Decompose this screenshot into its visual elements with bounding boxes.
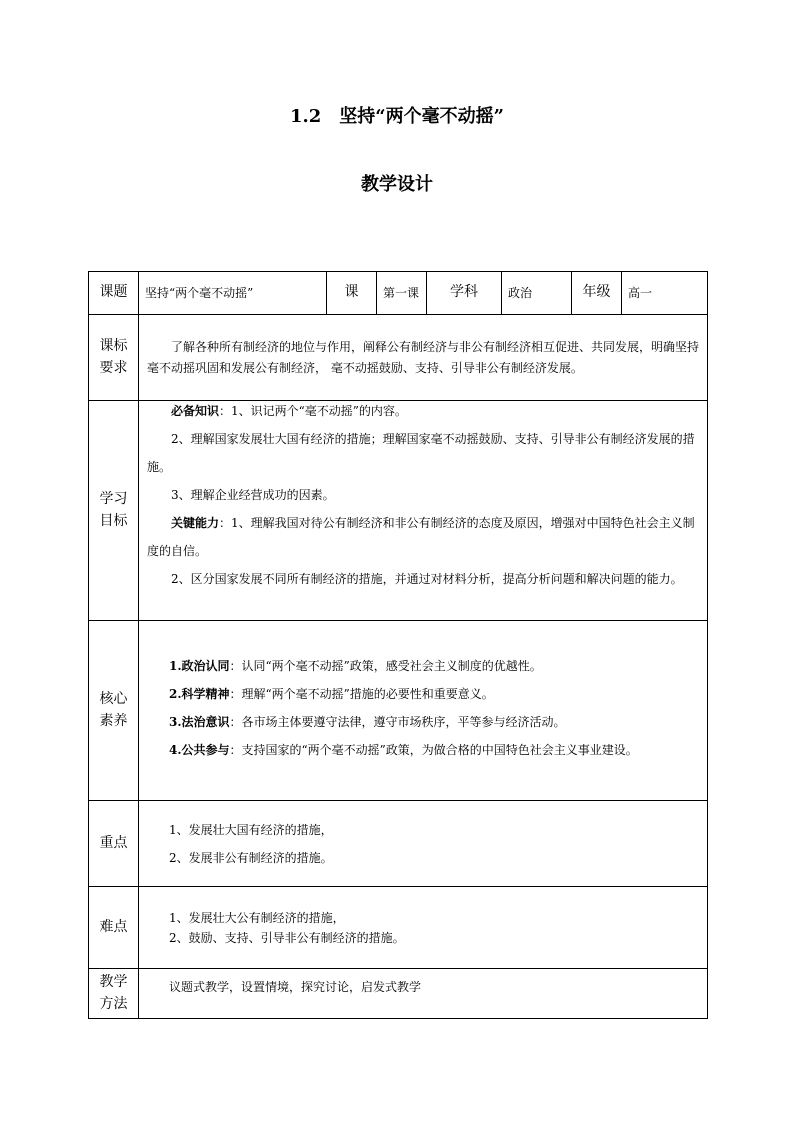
literacy-item-2: 2.科学精神：理解“两个毫不动摇”措施的必要性和重要意义。 xyxy=(169,686,494,701)
methods-row xyxy=(89,969,708,1019)
difficulties-content xyxy=(139,887,708,969)
subject-label: 学科 xyxy=(427,272,502,315)
literacy-row xyxy=(89,621,708,801)
grade-label: 年级 xyxy=(572,272,622,315)
topic-label: 课题 xyxy=(89,272,139,315)
key-point-2: 2、发展非公有制经济的措施。 xyxy=(169,850,333,865)
objective-5: 2、区分国家发展不同所有制经济的措施，并通过对材料分析，提高分析问题和解决问题的能力。 xyxy=(171,572,683,586)
difficulty-2: 2、鼓励、支持、引导非公有制经济的措施。 xyxy=(169,930,405,945)
topic-value: 坚持“两个毫不动摇” xyxy=(139,272,327,315)
literacy-label: 核心 素养 xyxy=(89,621,139,801)
document-title: 1.2 坚持“两个毫不动摇” xyxy=(289,106,505,127)
document-subtitle: 教学设计 xyxy=(361,174,433,195)
literacy-item-3: 3.法治意识：各市场主体要遵守法律，遵守市场秩序，平等参与经济活动。 xyxy=(169,714,566,729)
literacy-item-4: 4.公共参与：支持国家的“两个毫不动摇”政策，为做合格的中国特色社会主义事业建设。 xyxy=(169,742,638,757)
objective-2: 2、理解国家发展壮大国有经济的措施；理解国家毫不动摇鼓励、支持、引导非公有制经济发展的措施。 xyxy=(147,432,695,474)
key-points-content xyxy=(139,801,708,887)
grade-value: 高一 xyxy=(622,272,708,315)
difficulties-row xyxy=(89,887,708,969)
objectives-row xyxy=(89,401,708,621)
standards-label: 课标 要求 xyxy=(89,315,139,401)
lesson-design-table xyxy=(88,271,708,1019)
objectives-label: 学习 目标 xyxy=(89,401,139,621)
header-row xyxy=(89,272,708,315)
key-points-row xyxy=(89,801,708,887)
objective-1: 必备知识：1、识记两个“毫不动摇”的内容。 xyxy=(171,404,407,418)
key-points-label: 重点 xyxy=(89,801,139,887)
objective-4: 关键能力：1、理解我国对待公有制经济和非公有制经济的态度及原因，增强对中国特色社会主义制度的自信。 xyxy=(147,516,695,558)
standards-row xyxy=(89,315,708,401)
methods-label: 教学 方法 xyxy=(89,969,139,1019)
difficulties-label: 难点 xyxy=(89,887,139,969)
difficulty-1: 1、发展壮大公有制经济的措施， xyxy=(169,910,345,925)
lesson-value: 第一课 xyxy=(377,272,427,315)
methods-text: 议题式教学，设置情境，探究讨论，启发式教学 xyxy=(169,980,422,994)
standards-text: 了解各种所有制经济的地位与作用，阐释公有制经济与非公有制经济相互促进、共同发展，明确坚持毫不动摇巩固和发展公有制经济， 毫不动摇鼓励、支持、引导非公有制经济发展。 xyxy=(139,315,708,401)
literacy-item-1: 1.政治认同：认同“两个毫不动摇”政策，感受社会主义制度的优越性。 xyxy=(169,658,542,673)
objective-3: 3、理解企业经营成功的因素。 xyxy=(171,488,335,502)
objectives-content xyxy=(139,401,708,621)
literacy-content xyxy=(139,621,708,801)
methods-content xyxy=(139,969,708,1019)
lesson-label: 课 xyxy=(327,272,377,315)
subject-value: 政治 xyxy=(502,272,572,315)
key-point-1: 1、发展壮大国有经济的措施， xyxy=(169,822,333,837)
